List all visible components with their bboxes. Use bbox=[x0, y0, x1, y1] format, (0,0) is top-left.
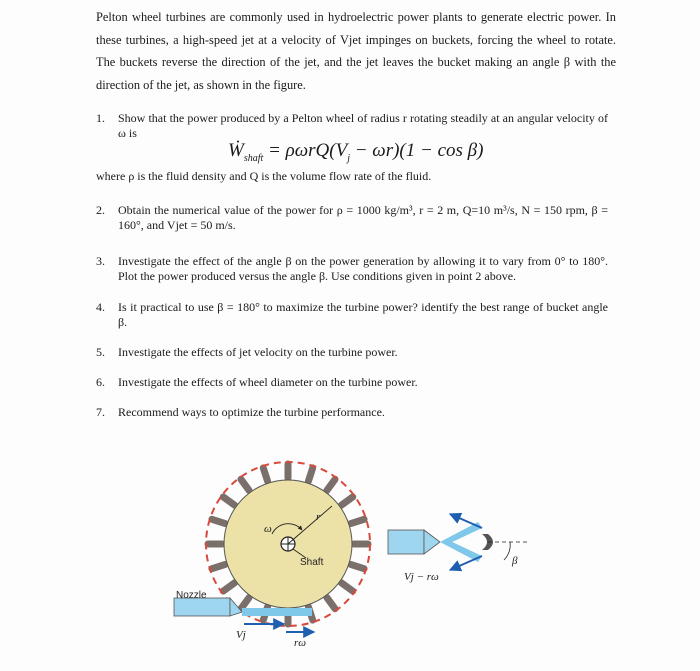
question-number: 5. bbox=[96, 345, 105, 359]
pelton-wheel-figure bbox=[160, 452, 540, 671]
bucket bbox=[212, 519, 225, 523]
question-text: Show that the power produced by a Pelton wheel of radius r rotating steadily at an angular velocity of ω is bbox=[118, 111, 608, 140]
where-text: where ρ is the fluid density and Q is the volume flow rate of the fluid. bbox=[96, 169, 432, 183]
equation-rhs: = ρωrQ(V bbox=[263, 140, 348, 161]
bucket bbox=[327, 479, 335, 490]
exit-arrow-upper bbox=[450, 514, 482, 528]
bucket bbox=[263, 468, 267, 481]
bucket bbox=[327, 597, 335, 608]
exit-arrow-lower bbox=[450, 556, 482, 570]
shaft-label: Shaft bbox=[300, 557, 324, 568]
bucket bbox=[241, 597, 249, 608]
beta-arc bbox=[504, 542, 510, 560]
question-7 bbox=[96, 405, 608, 420]
power-equation bbox=[228, 140, 483, 164]
bucket bbox=[341, 497, 352, 505]
question-number: 7. bbox=[96, 405, 105, 419]
equation-lhs: Ẇ bbox=[228, 140, 244, 161]
bucket bbox=[212, 564, 225, 568]
nozzle-label: Nozzle bbox=[176, 590, 207, 601]
question-4 bbox=[96, 300, 608, 330]
bucket bbox=[223, 583, 234, 591]
question-3 bbox=[96, 254, 608, 284]
intro-text: Pelton wheel turbines are commonly used in hydroelectric power plants to generate electric power. In these turbines, a high-speed jet at a velocity of Vjet impinges on buckets, forcing the wheel to rotate. The buckets reverse the direction of the jet, and the jet leaves the bucket making an angle β with the direction of the jet, as shown in the figure. bbox=[96, 10, 616, 92]
question-text: Investigate the effects of wheel diameter on the turbine power. bbox=[118, 375, 418, 389]
beta-label: β bbox=[512, 555, 518, 567]
question-6 bbox=[96, 375, 608, 390]
question-text: Is it practical to use β = 180° to maximize the turbine power? identify the best range of bucket angle β. bbox=[118, 300, 608, 329]
water-jet bbox=[242, 608, 312, 616]
relative-velocity-label: Vj − rω bbox=[404, 571, 439, 583]
question-number: 4. bbox=[96, 300, 105, 314]
question-2 bbox=[96, 203, 608, 233]
equation-rhs-sub: j bbox=[347, 152, 350, 164]
bucket bbox=[241, 479, 249, 490]
question-5 bbox=[96, 345, 608, 360]
equation-lhs-sub: shaft bbox=[243, 152, 264, 164]
question-text: Recommend ways to optimize the turbine performance. bbox=[118, 405, 385, 419]
vj-label: Vj bbox=[236, 629, 246, 641]
bucket bbox=[341, 583, 352, 591]
romega-label: rω bbox=[294, 637, 307, 649]
bucket-detail bbox=[388, 514, 530, 583]
r-label: r bbox=[316, 511, 321, 523]
question-text: Investigate the effects of jet velocity on the turbine power. bbox=[118, 345, 398, 359]
question-number: 1. bbox=[96, 111, 105, 125]
jet-tip bbox=[424, 530, 440, 554]
equation-rhs-tail: − ωr)(1 − cos β) bbox=[349, 140, 484, 161]
intro-paragraph bbox=[96, 6, 616, 96]
omega-label: ω bbox=[264, 523, 272, 535]
bucket bbox=[308, 468, 312, 481]
question-text: Investigate the effect of the angle β on the power generation by allowing it to vary from 0° to 180°. Plot the power produced versus the angle β. Use conditions given in point 2 above. bbox=[118, 254, 608, 283]
question-text: Obtain the numerical value of the power for ρ = 1000 kg/m³, r = 2 m, Q=10 m³/s, N = 150 rpm, β = 160°, and Vjet = 50 m/s. bbox=[118, 203, 608, 232]
question-1 bbox=[96, 111, 608, 141]
bucket bbox=[351, 519, 364, 523]
bucket bbox=[351, 564, 364, 568]
incoming-jet bbox=[388, 530, 424, 554]
question-number: 6. bbox=[96, 375, 105, 389]
question-number: 3. bbox=[96, 254, 105, 268]
question-number: 2. bbox=[96, 203, 105, 217]
bucket bbox=[223, 497, 234, 505]
